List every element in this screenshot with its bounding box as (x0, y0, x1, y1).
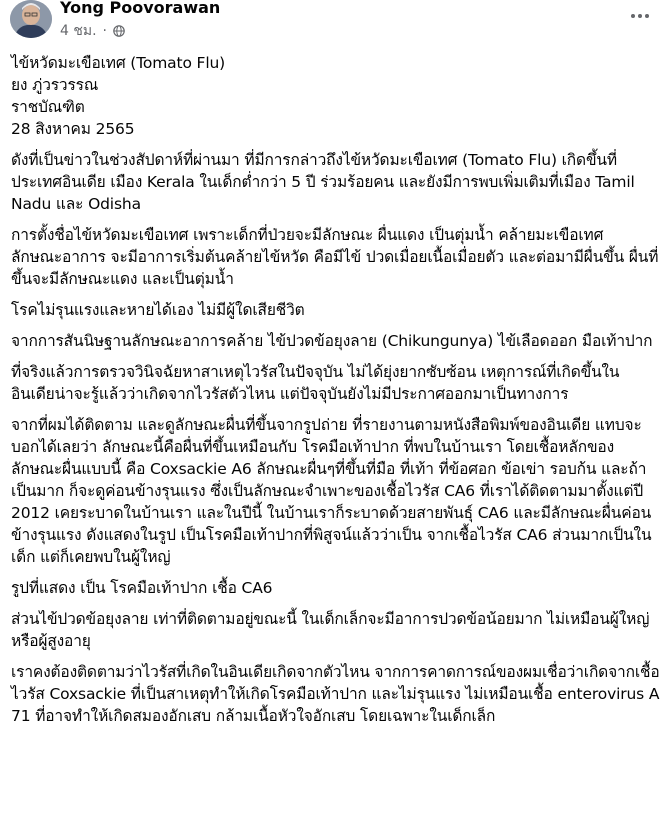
post-time[interactable]: 4 ชม. (60, 23, 97, 39)
paragraph: ที่จริงแล้วการตรวจวินิจฉัยหาสาเหตุไวรัสในปัจจุบัน ไม่ได้ยุ่งยากซับซ้อน เหตุการณ์ที่เกิดขึ้นในอินเดียน่าจะรู้แล้วว่าเกิดจากไวรัสตัวไหน แต่ปัจจุบันยังไม่มีประกาศออกมาเป็นทางการ (11, 363, 620, 403)
paragraph: การตั้งชื่อไข้หวัดมะเขือเทศ เพราะเด็กที่ป่วยจะมีลักษณะ ผื่นแดง เป็นตุ่มน้ำ คล้ายมะเขือเทศ (11, 226, 604, 244)
post-meta (60, 20, 125, 42)
paragraph: ดังที่เป็นข่าวในช่วงสัปดาห์ที่ผ่านมา ที่มีการกล่าวถึงไข้หวัดมะเขือเทศ (Tomato Flu) เกิดขึ้นที่ประเทศอินเดีย เมือง Kerala ในเด็กต่ำกว่า 5 ปี ร่วมร้อยคน และยังมีการพบเพิ่มเติมที่เมือง Tamil Nadu และ Odisha (11, 151, 635, 213)
globe-icon[interactable] (113, 25, 125, 37)
paragraph: เราคงต้องติดตามว่าไวรัสที่เกิดในอินเดียเกิดจากตัวไหน จากการคาดการณ์ของผมเชื่อว่าเกิดจากเชื้อไวรัส Coxsackie ที่เป็นสาเหตุทำให้เกิดโรคมือเท้าปาก และไม่รุนแรง ไม่เหมือนเชื้อ enterovirus A 71 ที่อาจทำให้เกิดสมองอักเสบ กล้ามเนื้อหัวใจอักเสบ โดยเฉพาะในเด็กเล็ก (11, 663, 660, 725)
post-title-block: ไข้หวัดมะเขือเทศ (Tomato Flu) ยง ภู่วรวรรณ ราชบัณฑิต 28 สิงหาคม 2565 (11, 54, 226, 138)
paragraph: รูปที่แสดง เป็น โรคมือเท้าปาก เชื้อ CA6 (11, 579, 273, 597)
post-body (11, 52, 661, 736)
author-name[interactable]: Yong Poovorawan (60, 0, 221, 17)
paragraph: ส่วนไข้ปวดข้อยุงลาย เท่าที่ติดตามอยู่ขณะนี้ ในเด็กเล็กจะมีอาการปวดข้อน้อยมาก ไม่เหมือนผู้ใหญ่หรือผู้สูงอายุ (11, 610, 650, 650)
meta-separator: · (102, 23, 107, 39)
paragraph: โรคไม่รุนแรงและหายได้เอง ไม่มีผู้ใดเสียชีวิต (11, 301, 305, 319)
post-header (0, 0, 666, 46)
paragraph: ลักษณะอาการ จะมีอาการเริ่มต้นคล้ายไข้หวัด คือมีไข้ ปวดเมื่อยเนื้อเมื่อยตัว และต่อมามีผื่นขึ้น ผื่นที่ขึ้นจะมีลักษณะแดง และเป็นตุ่มน้ำ (11, 248, 659, 288)
paragraph: จากการสันนิษฐานลักษณะอาการคล้าย ไข้ปวดข้อยุงลาย (Chikungunya) ไข้เลือดออก มือเท้าปาก (11, 332, 653, 350)
paragraph: จากที่ผมได้ติดตาม และดูลักษณะผื่นที่ขึ้นจากรูปถ่าย ที่รายงานตามหนังสือพิมพ์ของอินเดีย แทบจะบอกได้เลยว่า ลักษณะนี้คือผื่นที่ขึ้นเหมือนกับ โรคมือเท้าปาก ที่พบในบ้านเรา โดยเชื้อหลักของลักษณะผื่นแบบนี้ คือ Coxsackie A6 ลักษณะผื่นๆที่ขึ้นที่มือ ที่เท้า ที่ข้อศอก ข้อเข่า รอบก้น และถ้าเป็นมาก ก็จะดูค่อนข้างรุนแรง ซึ่งเป็นลักษณะจำเพาะของเชื้อไวรัส CA6 ที่เราได้ติดตามมาตั้งแต่ปี 2012 เคยระบาดในบ้านเรา และในปีนี้ ในบ้านเราก็ระบาดด้วยสายพันธุ์ CA6 และมีลักษณะผื่นค่อนข้างรุนแรง ดังแสดงในรูป เป็นโรคมือเท้าปากที่พิสูจน์แล้วว่าเป็น จากเชื้อไวรัส CA6 ส่วนมากเป็นในเด็ก แต่ก็เคยพบในผู้ใหญ่ (11, 416, 652, 566)
more-options-icon[interactable] (628, 6, 652, 26)
avatar[interactable] (10, 0, 52, 38)
